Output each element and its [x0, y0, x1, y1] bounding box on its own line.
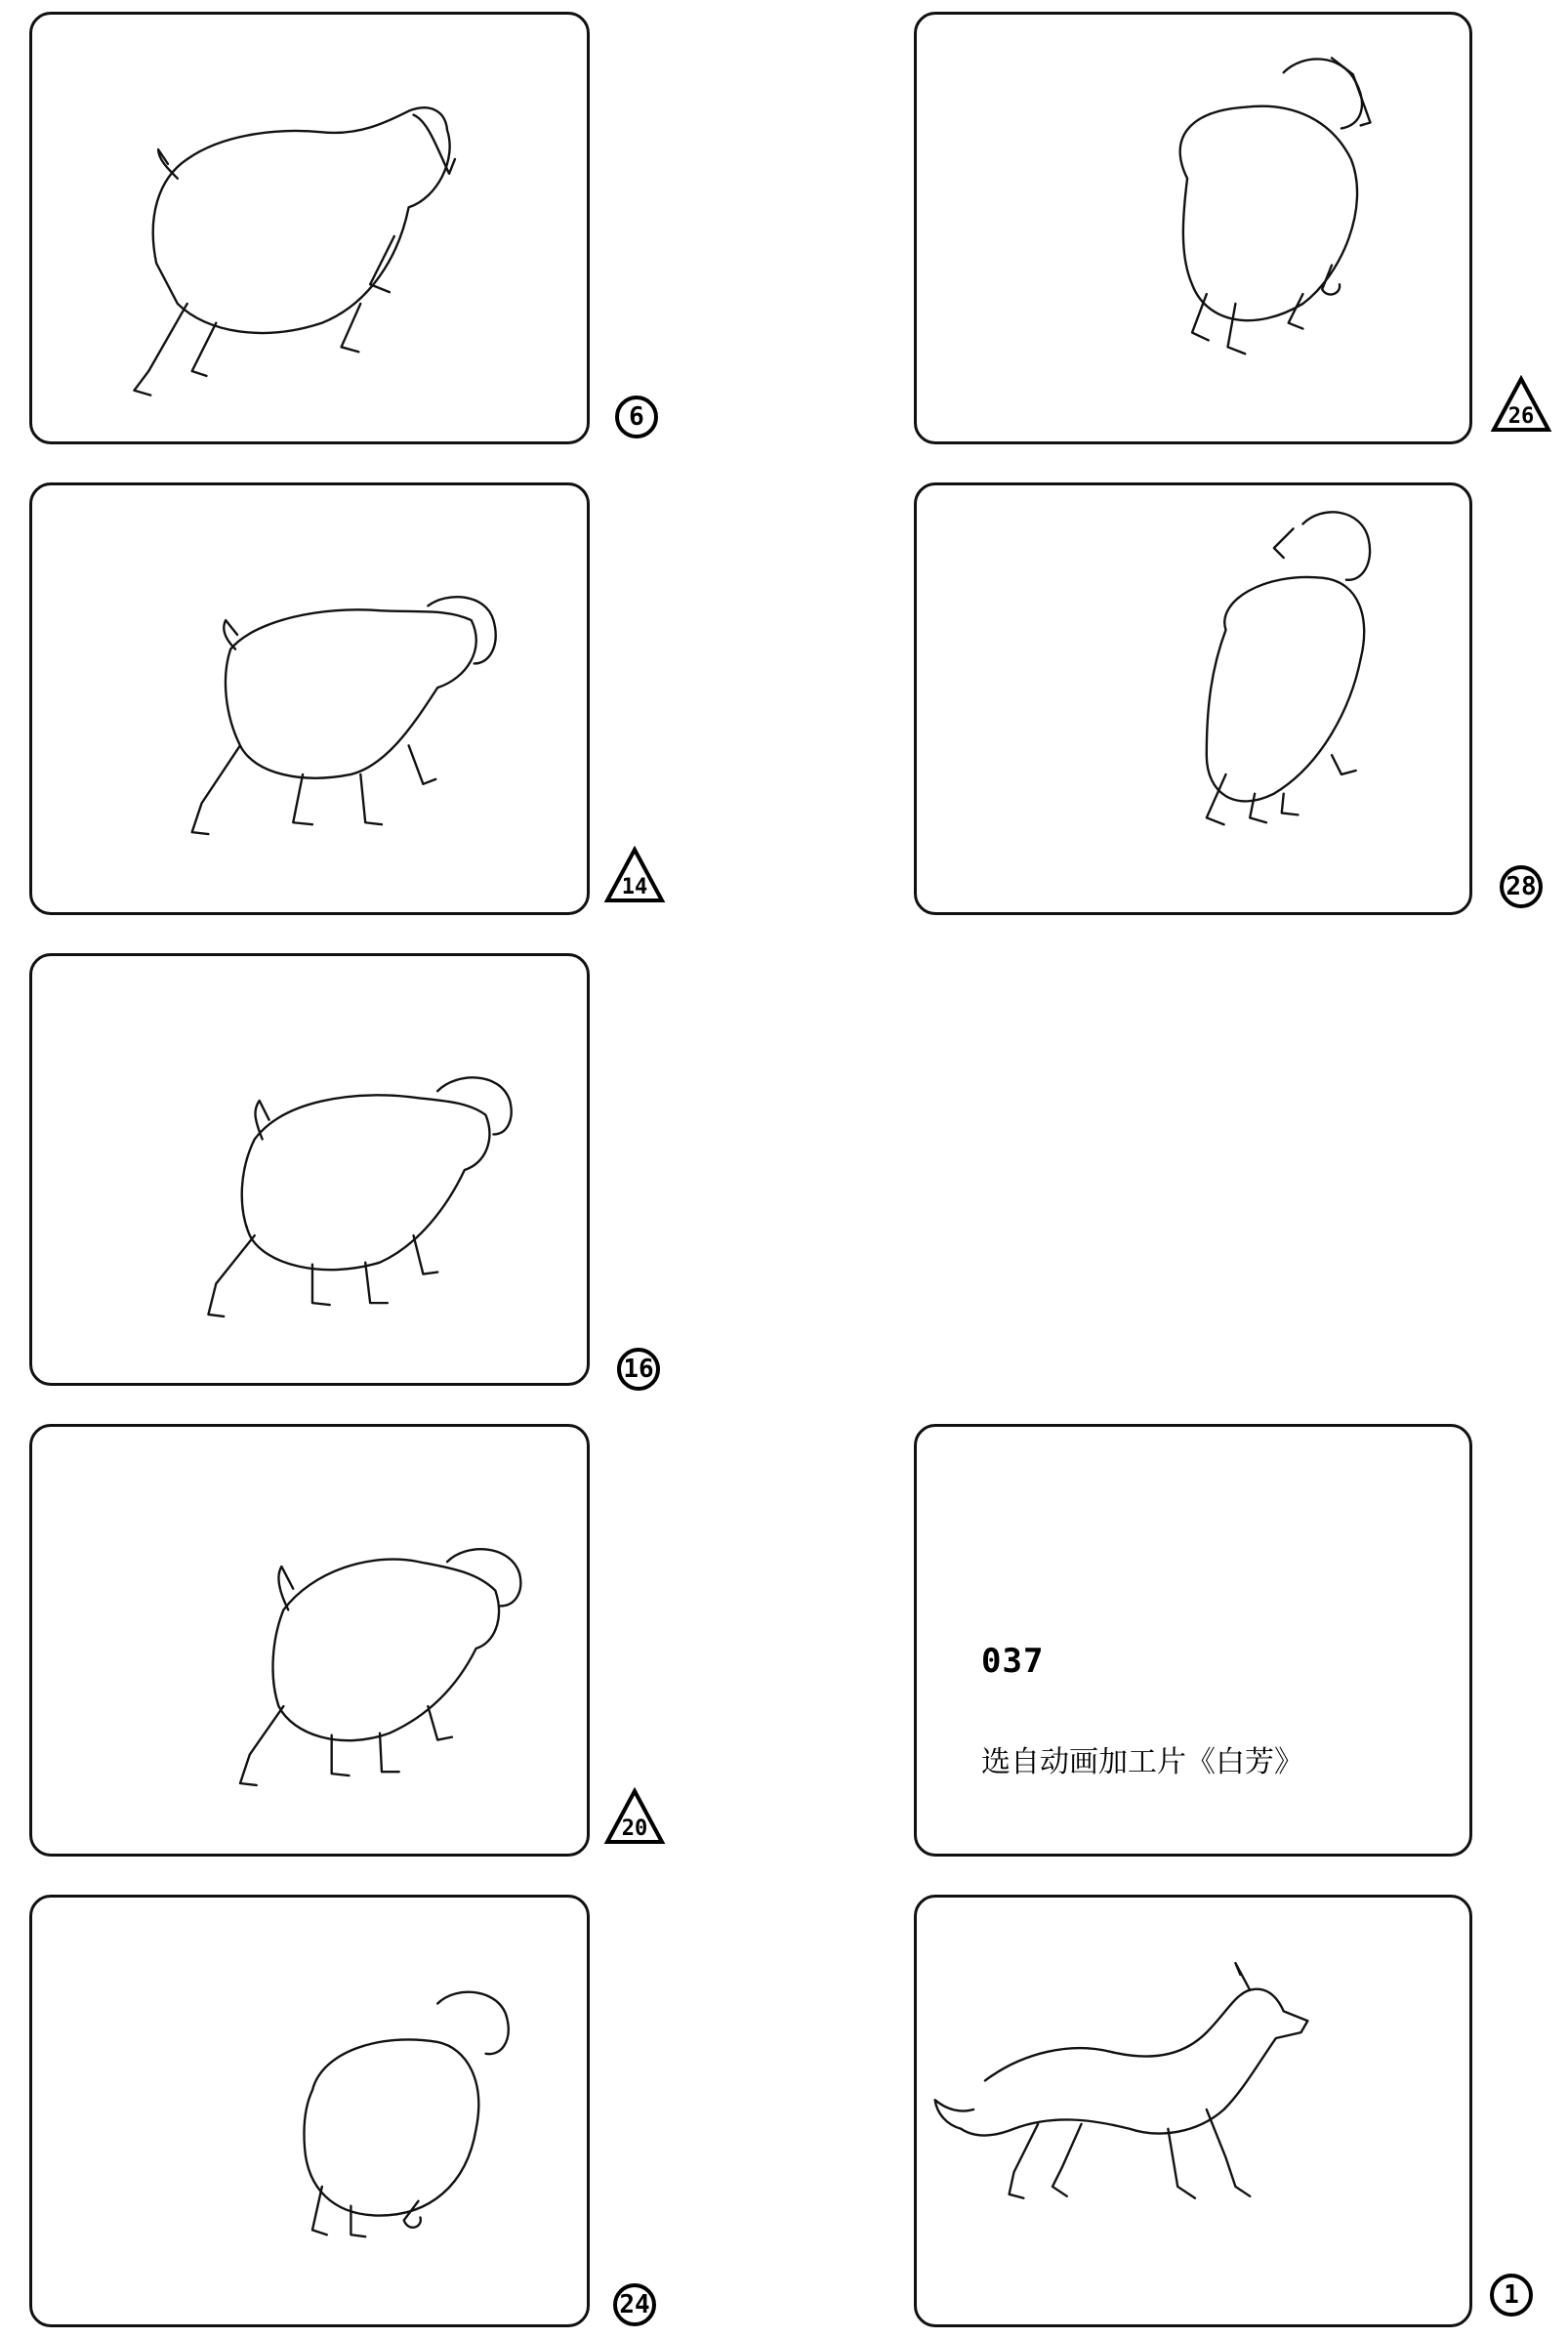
- frame-number-badge: [1490, 375, 1552, 434]
- frame-28: [914, 482, 1472, 915]
- frame-6: [29, 12, 590, 444]
- frame-26: [914, 12, 1472, 444]
- wolf-drawing: [917, 1898, 1469, 2324]
- frame-number-badge: [1484, 2268, 1539, 2322]
- frame-number-badge: [603, 846, 666, 904]
- frame-number: 14: [621, 874, 648, 899]
- goat-drawing: [917, 485, 1469, 912]
- title-code: 037: [981, 1642, 1045, 1681]
- frame-number-badge: [611, 1342, 666, 1397]
- goat-drawing: [32, 1427, 587, 1854]
- frame-1: [914, 1895, 1472, 2327]
- goat-drawing: [32, 485, 587, 912]
- frame-number: 20: [621, 1816, 648, 1841]
- frame-number: 28: [1506, 872, 1537, 901]
- frame-number-badge: [607, 2277, 662, 2332]
- frame-16: [29, 953, 590, 1386]
- frame-number: 1: [1504, 2280, 1519, 2310]
- frame-number-badge: [1494, 859, 1548, 914]
- title-card: [914, 1424, 1472, 1857]
- goat-drawing: [32, 956, 587, 1383]
- goat-drawing: [917, 15, 1469, 441]
- frame-number-badge: [609, 390, 664, 444]
- frame-number: 6: [629, 402, 644, 432]
- frame-number: 26: [1507, 403, 1535, 429]
- frame-number: 16: [623, 1355, 654, 1384]
- frame-number: 24: [619, 2290, 650, 2319]
- goat-drawing: [32, 1898, 587, 2324]
- goat-drawing: [32, 15, 587, 441]
- title-text: 选自动画加工片《白芳》: [981, 1745, 1303, 1779]
- frame-14: [29, 482, 590, 915]
- frame-number-badge: [603, 1787, 666, 1846]
- frame-24: [29, 1895, 590, 2327]
- frame-20: [29, 1424, 590, 1857]
